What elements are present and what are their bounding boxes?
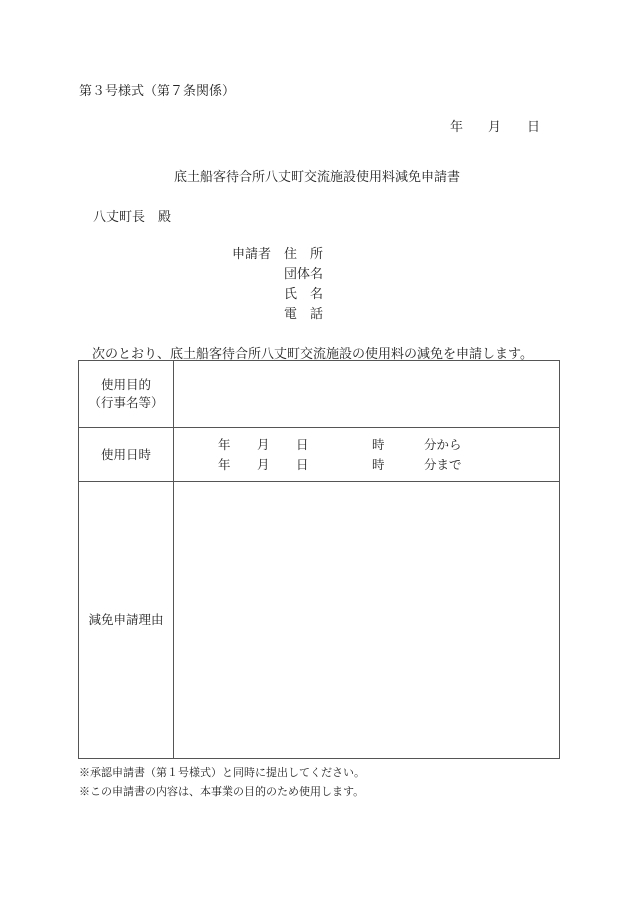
to-minute: 分まで <box>424 456 462 472</box>
datetime-value-field[interactable] <box>174 428 560 482</box>
datetime-to <box>174 455 559 475</box>
to-month: 月 <box>257 456 270 472</box>
from-hour: 時 <box>372 436 385 452</box>
reason-label: 減免申請理由 <box>79 482 174 759</box>
note-1: ※承認申請書（第１号様式）と同時に提出してください。 <box>79 766 365 779</box>
table-row-reason <box>79 482 560 759</box>
applicant-label: 申請者 <box>232 247 272 262</box>
from-minute: 分から <box>424 436 462 452</box>
from-year: 年 <box>218 436 231 452</box>
note-2: ※この申請書の内容は、本事業の目的のため使用します。 <box>79 785 365 798</box>
to-year: 年 <box>218 456 231 472</box>
applicant-address-label: 住 所 <box>284 247 324 262</box>
applicant-phone-label: 電 話 <box>284 307 324 322</box>
purpose-label-line1: 使用目的 <box>100 377 151 392</box>
reason-value-field[interactable] <box>174 482 560 759</box>
to-day: 日 <box>296 456 309 472</box>
date-day: 日 <box>527 120 541 135</box>
date-year: 年 <box>450 120 464 135</box>
applicant-name-label: 氏 名 <box>284 287 324 302</box>
application-table <box>78 360 560 759</box>
datetime-from <box>174 435 559 455</box>
addressee: 八丈町長 殿 <box>93 210 172 225</box>
purpose-label-line2: （行事名等） <box>88 395 164 410</box>
table-row-purpose <box>79 361 560 428</box>
intro-text: 次のとおり、底土船客待合所八丈町交流施設の使用料の減免を申請します。 <box>92 347 533 362</box>
document-title: 底土船客待合所八丈町交流施設使用料減免申請書 <box>174 170 461 185</box>
from-month: 月 <box>257 436 270 452</box>
to-hour: 時 <box>372 456 385 472</box>
purpose-label <box>79 361 174 428</box>
datetime-label: 使用日時 <box>79 428 174 482</box>
table-row-datetime <box>79 428 560 482</box>
applicant-group-label: 団体名 <box>284 267 324 282</box>
form-number: 第３号様式（第７条関係） <box>79 84 236 99</box>
date-month: 月 <box>488 120 502 135</box>
from-day: 日 <box>296 436 309 452</box>
purpose-value-field[interactable] <box>174 361 560 428</box>
